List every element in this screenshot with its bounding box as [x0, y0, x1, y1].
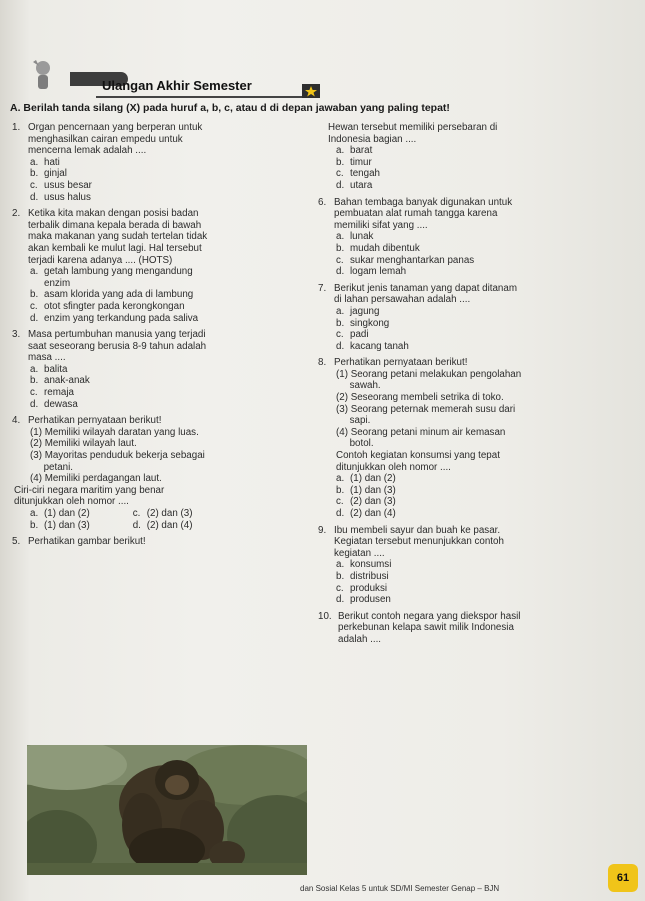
question-number: 4.	[12, 415, 21, 427]
question-1-continued	[318, 122, 640, 192]
question-text: akan kembali ke mulut lagi. Hal tersebut	[28, 242, 202, 254]
option-d[interactable]: d. utara	[336, 179, 373, 191]
question-text: saat seseorang berusia 8-9 tahun adalah	[28, 340, 207, 352]
statement-1-cont: sawah.	[336, 380, 381, 392]
question-number: 2.	[12, 208, 21, 220]
question-1	[12, 122, 310, 203]
question-number: 3.	[12, 329, 21, 341]
question-text: Perhatikan pernyataan berikut!	[334, 357, 468, 369]
option-c[interactable]: c. sukar menghantarkan panas	[336, 254, 475, 266]
question-number: 1.	[12, 122, 21, 133]
statement-3: (3) Seorang peternak memerah susu dari	[336, 403, 516, 415]
question-8	[318, 357, 640, 519]
option-a[interactable]: a. getah lambung yang mengandung	[30, 266, 193, 278]
option-a[interactable]: a. hati	[30, 156, 60, 168]
option-a[interactable]: a. (1) dan (2)	[336, 473, 396, 485]
option-a[interactable]: a. balita	[30, 363, 68, 375]
option-a[interactable]: a. jagung	[336, 305, 380, 317]
question-7	[318, 283, 640, 353]
section-instruction	[10, 102, 640, 114]
option-c[interactable]: c. usus besar	[30, 179, 92, 191]
option-b[interactable]: b. timur	[336, 156, 372, 168]
statement-3-cont: petani.	[30, 461, 74, 473]
option-c[interactable]: c. otot sfingter pada kerongkongan	[30, 300, 185, 312]
question-text: Ibu membeli sayur dan buah ke pasar.	[334, 524, 501, 536]
option-b[interactable]: b. (1) dan (3)	[30, 519, 90, 531]
question-number: 7.	[318, 282, 327, 294]
option-a[interactable]: a. lunak	[336, 231, 374, 243]
question-text: Perhatikan gambar berikut!	[28, 536, 146, 548]
footer-text: dan Sosial Kelas 5 untuk SD/MI Semester Genap – BJN	[300, 884, 500, 893]
question-text: Contoh kegiatan konsumsi yang tepat	[336, 450, 500, 462]
question-number: 8.	[318, 357, 327, 369]
question-5	[12, 536, 310, 548]
orangutan-illustration-icon	[27, 745, 307, 875]
option-c[interactable]: c. remaja	[30, 387, 74, 399]
mascot-icon	[30, 58, 56, 92]
page-number: 61	[608, 864, 638, 892]
option-d[interactable]: d. produsen	[336, 594, 391, 606]
option-d[interactable]: d. dewasa	[30, 398, 78, 410]
question-text: Indonesia bagian ....	[328, 133, 417, 145]
question-text: pembuatan alat rumah tangga karena	[334, 208, 498, 220]
question-text: Ciri-ciri negara maritim yang benar	[14, 484, 165, 496]
question-text: Berikut contoh negara yang diekspor hasil	[338, 610, 521, 622]
question-text: menghasilkan cairan empedu untuk	[28, 133, 183, 145]
statement-3-cont: sapi.	[336, 415, 371, 427]
question-number: 5.	[12, 536, 21, 548]
question-number: 9.	[318, 524, 327, 536]
option-row-1	[30, 508, 310, 520]
option-a-cont: enzim	[44, 277, 71, 289]
option-b[interactable]: b. ginjal	[30, 168, 67, 180]
question-3	[12, 329, 310, 410]
option-c[interactable]: c. (2) dan (3)	[132, 508, 193, 519]
left-column	[12, 122, 310, 548]
question-text: Hewan tersebut memiliki persebaran di	[328, 122, 498, 133]
option-a[interactable]: a. konsumsi	[336, 559, 392, 571]
option-c[interactable]: c. tengah	[336, 168, 380, 180]
option-d[interactable]: d. kacang tanah	[336, 340, 409, 352]
statement-2: (2) Seseorang membeli setrika di toko.	[336, 392, 504, 404]
question-text: Organ pencernaan yang berperan untuk	[28, 122, 203, 133]
question-text: perkebunan kelapa sawit milik Indonesia	[338, 622, 514, 634]
question-10	[318, 611, 640, 646]
option-a[interactable]: a. barat	[336, 145, 373, 157]
question-6	[318, 197, 640, 278]
section-label: A.	[10, 102, 21, 114]
statement-4-cont: botol.	[336, 438, 374, 450]
question-text: Ketika kita makan dengan posisi badan	[28, 208, 199, 220]
section-text: Berilah tanda silang (X) pada huruf a, b, c, atau d di depan jawaban yang paling tepat!	[23, 102, 450, 114]
statement-2: (2) Memiliki wilayah laut.	[30, 438, 137, 450]
question-text: di lahan persawahan adalah ....	[334, 294, 471, 306]
question-4	[12, 415, 310, 531]
question-text: Berikut jenis tanaman yang dapat ditanam	[334, 282, 517, 294]
option-b[interactable]: b. singkong	[336, 317, 390, 329]
question-text: Bahan tembaga banyak digunakan untuk	[334, 196, 513, 208]
question-text: masa ....	[28, 352, 66, 364]
question-text: terbalik dimana kepala berada di bawah	[28, 219, 202, 231]
page-title: Ulangan Akhir Semester	[102, 78, 252, 93]
question-text: terjadi karena adanya .... (HOTS)	[28, 254, 173, 266]
question-9	[318, 525, 640, 606]
question-text: ditunjukkan oleh nomor ....	[336, 461, 451, 473]
question-text: memiliki sifat yang ....	[334, 219, 428, 231]
option-row-2	[30, 520, 310, 532]
question-2	[12, 208, 310, 324]
header	[30, 58, 330, 108]
question-number: 6.	[318, 196, 327, 208]
option-b[interactable]: b. asam klorida yang ada di lambung	[30, 289, 194, 301]
question-number: 10.	[318, 610, 332, 622]
option-c[interactable]: c. padi	[336, 329, 369, 341]
orangutan-photo	[27, 745, 307, 875]
right-column	[318, 122, 640, 646]
option-c[interactable]: c. produksi	[336, 582, 388, 594]
question-text: Kegiatan tersebut menunjukkan contoh	[334, 536, 504, 548]
statement-4: (4) Seorang petani minum air kemasan	[336, 426, 506, 438]
star-icon	[302, 84, 320, 98]
question-text: maka makanan yang sudah tertelan tidak	[28, 231, 208, 243]
option-d[interactable]: d. (2) dan (4)	[132, 519, 193, 531]
option-b[interactable]: b. mudah dibentuk	[336, 242, 420, 254]
question-text: adalah ....	[338, 633, 382, 645]
option-b[interactable]: b. (1) dan (3)	[336, 484, 396, 496]
question-text: mencerna lemak adalah ....	[28, 145, 147, 157]
question-text: kegiatan ....	[334, 547, 385, 559]
statement-4: (4) Memiliki perdagangan laut.	[30, 473, 162, 485]
option-c[interactable]: c. (2) dan (3)	[336, 496, 396, 508]
option-a[interactable]: a. (1) dan (2)	[30, 508, 90, 519]
option-d[interactable]: d. (2) dan (4)	[336, 508, 396, 519]
option-b[interactable]: b. anak-anak	[30, 375, 90, 387]
option-d[interactable]: d. logam lemah	[336, 266, 407, 278]
question-text: ditunjukkan oleh nomor ....	[14, 496, 129, 508]
statement-1: (1) Seorang petani melakukan pengolahan	[336, 368, 522, 380]
option-b[interactable]: b. distribusi	[336, 570, 389, 582]
question-text: Perhatikan pernyataan berikut!	[28, 415, 162, 427]
statement-1: (1) Memiliki wilayah daratan yang luas.	[30, 426, 199, 438]
option-d[interactable]: d. enzim yang terkandung pada saliva	[30, 312, 199, 324]
statement-3: (3) Mayoritas penduduk bekerja sebagai	[30, 450, 205, 462]
question-text: Masa pertumbuhan manusia yang terjadi	[28, 329, 206, 341]
option-d[interactable]: d. usus halus	[30, 191, 91, 203]
